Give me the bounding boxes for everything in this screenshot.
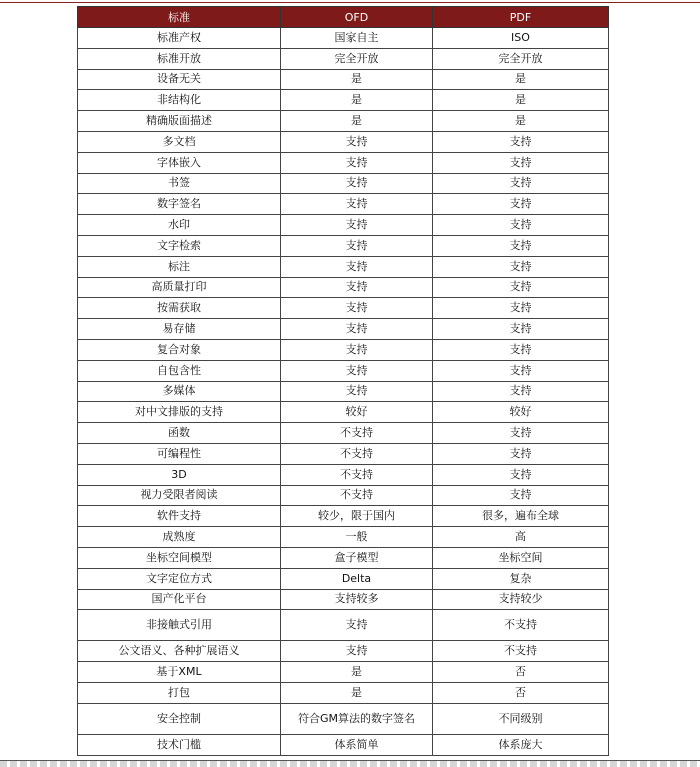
table-row bbox=[78, 703, 609, 734]
ofd-cell: 支持 bbox=[281, 277, 433, 298]
ofd-cell: 是 bbox=[281, 111, 433, 132]
table-row bbox=[78, 547, 609, 568]
pdf-cell: 高 bbox=[433, 527, 609, 548]
feature-cell: 可编程性 bbox=[78, 443, 281, 464]
feature-cell: 公文语义、各种扩展语义 bbox=[78, 641, 281, 662]
feature-cell: 打包 bbox=[78, 682, 281, 703]
table-row bbox=[78, 69, 609, 90]
pdf-cell: 是 bbox=[433, 111, 609, 132]
feature-cell: 3D bbox=[78, 464, 281, 485]
pdf-cell: 支持 bbox=[433, 381, 609, 402]
ofd-cell: 支持 bbox=[281, 298, 433, 319]
table-row bbox=[78, 360, 609, 381]
feature-cell: 设备无关 bbox=[78, 69, 281, 90]
table-row bbox=[78, 682, 609, 703]
ofd-cell: 是 bbox=[281, 69, 433, 90]
ofd-cell: 是 bbox=[281, 662, 433, 683]
table-row bbox=[78, 464, 609, 485]
feature-cell: 非接触式引用 bbox=[78, 610, 281, 641]
pdf-cell: 支持 bbox=[433, 423, 609, 444]
table-row bbox=[78, 111, 609, 132]
feature-cell: 标准产权 bbox=[78, 28, 281, 49]
feature-cell: 标注 bbox=[78, 256, 281, 277]
feature-cell: 易存储 bbox=[78, 319, 281, 340]
table-row bbox=[78, 485, 609, 506]
feature-cell: 高质量打印 bbox=[78, 277, 281, 298]
pdf-cell: 支持 bbox=[433, 131, 609, 152]
pdf-cell: 不支持 bbox=[433, 641, 609, 662]
ofd-cell: 支持 bbox=[281, 360, 433, 381]
feature-cell: 对中文排版的支持 bbox=[78, 402, 281, 423]
feature-cell: 坐标空间模型 bbox=[78, 547, 281, 568]
table-row bbox=[78, 589, 609, 610]
ofd-cell: 较好 bbox=[281, 402, 433, 423]
pdf-cell: 否 bbox=[433, 682, 609, 703]
ofd-cell: 较少，限于国内 bbox=[281, 506, 433, 527]
table-row bbox=[78, 423, 609, 444]
feature-cell: 非结构化 bbox=[78, 90, 281, 111]
ofd-cell: 支持 bbox=[281, 641, 433, 662]
pdf-cell: 支持 bbox=[433, 173, 609, 194]
ofd-cell: 支持 bbox=[281, 215, 433, 236]
table-row bbox=[78, 152, 609, 173]
table-row bbox=[78, 506, 609, 527]
pdf-cell: 不同级别 bbox=[433, 703, 609, 734]
pdf-cell: 支持 bbox=[433, 443, 609, 464]
ofd-cell: 不支持 bbox=[281, 443, 433, 464]
comparison-table-container bbox=[77, 6, 608, 756]
table-row bbox=[78, 381, 609, 402]
table-row bbox=[78, 48, 609, 69]
pdf-cell: ISO bbox=[433, 28, 609, 49]
ofd-cell: 一般 bbox=[281, 527, 433, 548]
pdf-cell: 支持 bbox=[433, 277, 609, 298]
ofd-cell: 支持 bbox=[281, 173, 433, 194]
table-row bbox=[78, 568, 609, 589]
feature-cell: 技术门槛 bbox=[78, 734, 281, 755]
pdf-cell: 较好 bbox=[433, 402, 609, 423]
pdf-cell: 是 bbox=[433, 69, 609, 90]
header-standard: 标准 bbox=[78, 7, 281, 28]
feature-cell: 软件支持 bbox=[78, 506, 281, 527]
feature-cell: 按需获取 bbox=[78, 298, 281, 319]
feature-cell: 数字签名 bbox=[78, 194, 281, 215]
table-row bbox=[78, 235, 609, 256]
ofd-cell: 盒子模型 bbox=[281, 547, 433, 568]
table-row bbox=[78, 298, 609, 319]
pdf-cell: 复杂 bbox=[433, 568, 609, 589]
table-row bbox=[78, 131, 609, 152]
feature-cell: 水印 bbox=[78, 215, 281, 236]
table-row bbox=[78, 28, 609, 49]
ofd-cell: 支持 bbox=[281, 235, 433, 256]
table-row bbox=[78, 194, 609, 215]
pdf-cell: 支持较少 bbox=[433, 589, 609, 610]
pdf-cell: 不支持 bbox=[433, 610, 609, 641]
feature-cell: 复合对象 bbox=[78, 339, 281, 360]
header-ofd: OFD bbox=[281, 7, 433, 28]
feature-cell: 自包含性 bbox=[78, 360, 281, 381]
feature-cell: 书签 bbox=[78, 173, 281, 194]
feature-cell: 视力受限者阅读 bbox=[78, 485, 281, 506]
table-row bbox=[78, 90, 609, 111]
pdf-cell: 支持 bbox=[433, 319, 609, 340]
table-row bbox=[78, 527, 609, 548]
table-row bbox=[78, 256, 609, 277]
feature-cell: 标准开放 bbox=[78, 48, 281, 69]
ofd-cell: 支持 bbox=[281, 131, 433, 152]
header-pdf: PDF bbox=[433, 7, 609, 28]
pdf-cell: 是 bbox=[433, 90, 609, 111]
feature-cell: 多媒体 bbox=[78, 381, 281, 402]
table-row bbox=[78, 173, 609, 194]
ofd-cell: Delta bbox=[281, 568, 433, 589]
pdf-cell: 支持 bbox=[433, 152, 609, 173]
pdf-cell: 支持 bbox=[433, 194, 609, 215]
ofd-cell: 是 bbox=[281, 90, 433, 111]
ofd-cell: 国家自主 bbox=[281, 28, 433, 49]
table-row bbox=[78, 402, 609, 423]
table-row bbox=[78, 339, 609, 360]
ofd-cell: 不支持 bbox=[281, 423, 433, 444]
pdf-cell: 支持 bbox=[433, 485, 609, 506]
pdf-cell: 否 bbox=[433, 662, 609, 683]
table-row bbox=[78, 641, 609, 662]
ofd-cell: 不支持 bbox=[281, 464, 433, 485]
pdf-cell: 支持 bbox=[433, 256, 609, 277]
pdf-cell: 支持 bbox=[433, 215, 609, 236]
cut-off-source-line bbox=[0, 761, 700, 767]
feature-cell: 函数 bbox=[78, 423, 281, 444]
feature-cell: 基于XML bbox=[78, 662, 281, 683]
feature-cell: 文字定位方式 bbox=[78, 568, 281, 589]
table-header-row bbox=[78, 7, 609, 28]
ofd-cell: 支持 bbox=[281, 381, 433, 402]
feature-cell: 安全控制 bbox=[78, 703, 281, 734]
pdf-cell: 支持 bbox=[433, 339, 609, 360]
feature-cell: 国产化平台 bbox=[78, 589, 281, 610]
table-row bbox=[78, 734, 609, 755]
table-row bbox=[78, 319, 609, 340]
table-row bbox=[78, 215, 609, 236]
feature-cell: 成熟度 bbox=[78, 527, 281, 548]
comparison-table bbox=[77, 6, 609, 756]
pdf-cell: 坐标空间 bbox=[433, 547, 609, 568]
pdf-cell: 支持 bbox=[433, 298, 609, 319]
ofd-cell: 体系简单 bbox=[281, 734, 433, 755]
ofd-cell: 支持 bbox=[281, 194, 433, 215]
ofd-cell: 支持 bbox=[281, 339, 433, 360]
ofd-cell: 支持 bbox=[281, 256, 433, 277]
pdf-cell: 完全开放 bbox=[433, 48, 609, 69]
ofd-cell: 支持 bbox=[281, 610, 433, 641]
pdf-cell: 支持 bbox=[433, 235, 609, 256]
pdf-cell: 支持 bbox=[433, 464, 609, 485]
table-row bbox=[78, 610, 609, 641]
ofd-cell: 是 bbox=[281, 682, 433, 703]
ofd-cell: 完全开放 bbox=[281, 48, 433, 69]
pdf-cell: 很多，遍布全球 bbox=[433, 506, 609, 527]
feature-cell: 字体嵌入 bbox=[78, 152, 281, 173]
table-row bbox=[78, 662, 609, 683]
ofd-cell: 支持较多 bbox=[281, 589, 433, 610]
feature-cell: 精确版面描述 bbox=[78, 111, 281, 132]
ofd-cell: 支持 bbox=[281, 319, 433, 340]
ofd-cell: 符合GM算法的数字签名 bbox=[281, 703, 433, 734]
table-row bbox=[78, 443, 609, 464]
ofd-cell: 不支持 bbox=[281, 485, 433, 506]
feature-cell: 多文档 bbox=[78, 131, 281, 152]
top-rule bbox=[0, 2, 700, 3]
feature-cell: 文字检索 bbox=[78, 235, 281, 256]
pdf-cell: 体系庞大 bbox=[433, 734, 609, 755]
pdf-cell: 支持 bbox=[433, 360, 609, 381]
ofd-cell: 支持 bbox=[281, 152, 433, 173]
table-body bbox=[78, 28, 609, 756]
table-row bbox=[78, 277, 609, 298]
